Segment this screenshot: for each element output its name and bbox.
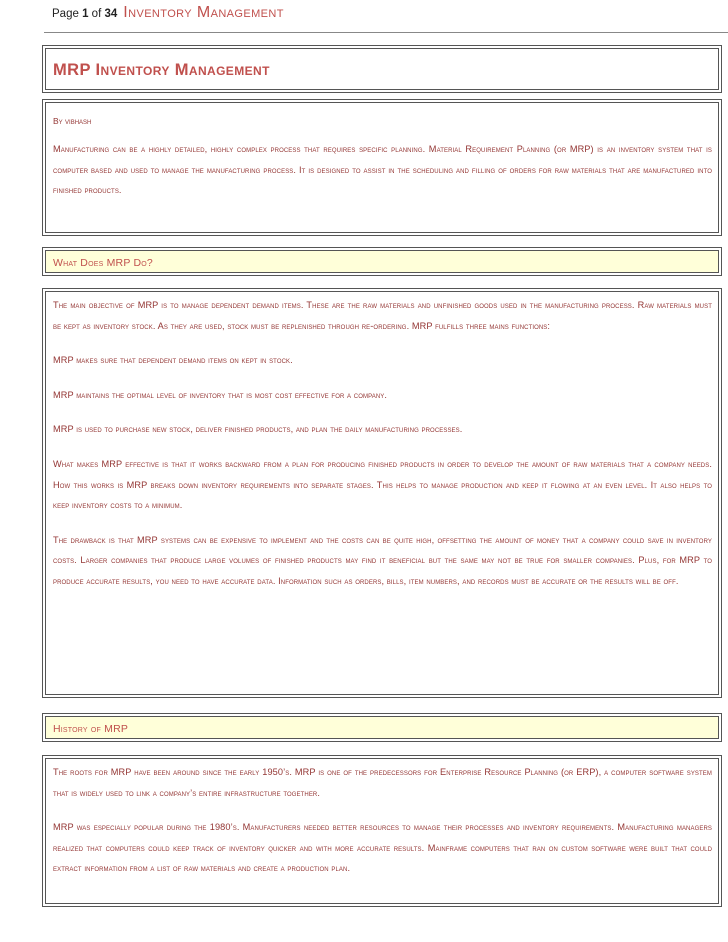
section-body-what-does-mrp-do — [45, 291, 719, 695]
body-paragraph: MRP is used to purchase new stock, deliver finished products, and plan the daily manufacturing processes. — [53, 424, 463, 435]
page-of-word: of — [91, 8, 102, 20]
page-counter — [52, 8, 117, 20]
intro-paragraph: Manufacturing can be a highly detailed, highly complex process that requires specific planning. Material Requirement Planning (or MRP) is an inventory system that is computer based and used to manage the manufacturing process. It is designed to assist in the scheduling and filling of orders for raw materials that are manufactured into finished products. — [53, 144, 712, 196]
body-paragraph: MRP maintains the optimal level of inventory that is most cost effective for a company. — [53, 389, 388, 400]
intro-box — [45, 102, 719, 233]
header-divider — [44, 32, 728, 33]
document-title-box — [45, 48, 719, 90]
header-title: Inventory Management — [123, 4, 284, 21]
body-paragraph: MRP makes sure that dependent demand items on kept in stock. — [53, 355, 293, 366]
body-paragraph: The drawback is that MRP systems can be expensive to implement and the costs can be quite high, offsetting the amount of money that a company could save in inventory costs. Larger companies that produce large volumes of finished products may find it beneficial but the same may not be true for smaller companies. Plus, for MRP to produce accurate results, you need to have accurate data. Information such as orders, bills, item numbers, and records must be accurate or the results will be off. — [53, 534, 712, 586]
body-paragraph: What makes MRP effective is that it works backward from a plan for producing finished products in order to develop the amount of raw materials that a company needs. How this works is MRP breaks down inventory requirements into separate stages. This helps to manage production and keep it flowing at an even level. It also helps to keep inventory costs to a minimum. — [53, 458, 712, 511]
page-word: Page — [52, 8, 79, 20]
body-paragraph: The main objective of MRP is to manage dependent demand items. These are the raw materials and unfinished goods used in the manufacturing process. Raw materials must be kept as inventory stock. As they are used, stock must be replenished through re-ordering. MRP fulfills three mains functions: — [53, 300, 712, 331]
body-paragraph: The roots for MRP have been around since the early 1950’s. MRP is one of the predecessors for Enterprise Resource Planning (or ERP), a computer software system that is widely used to link a company’s entire infrastructure together. — [53, 767, 712, 798]
body-paragraph: MRP was especially popular during the 1980’s. Manufacturers needed better resources to manage their processes and inventory requirements. Manufacturing managers realized that computers could keep track of inventory quicker and with more accurate results. Mainframe computers that ran on custom software were built that could extract information from a list of raw materials and create a production plan. — [53, 822, 712, 874]
section-heading-box — [45, 250, 719, 273]
section-heading-box — [45, 716, 719, 739]
page-total: 34 — [104, 8, 118, 20]
section-body-history-of-mrp — [45, 758, 719, 904]
document-title: MRP Inventory Management — [53, 61, 270, 79]
section-title-history-of-mrp: History of MRP — [53, 723, 129, 735]
author-line: By vibhash — [53, 116, 92, 126]
page-header — [52, 4, 728, 32]
section-title-what-does-mrp-do: What Does MRP Do? — [53, 257, 153, 269]
page-current: 1 — [82, 8, 89, 20]
